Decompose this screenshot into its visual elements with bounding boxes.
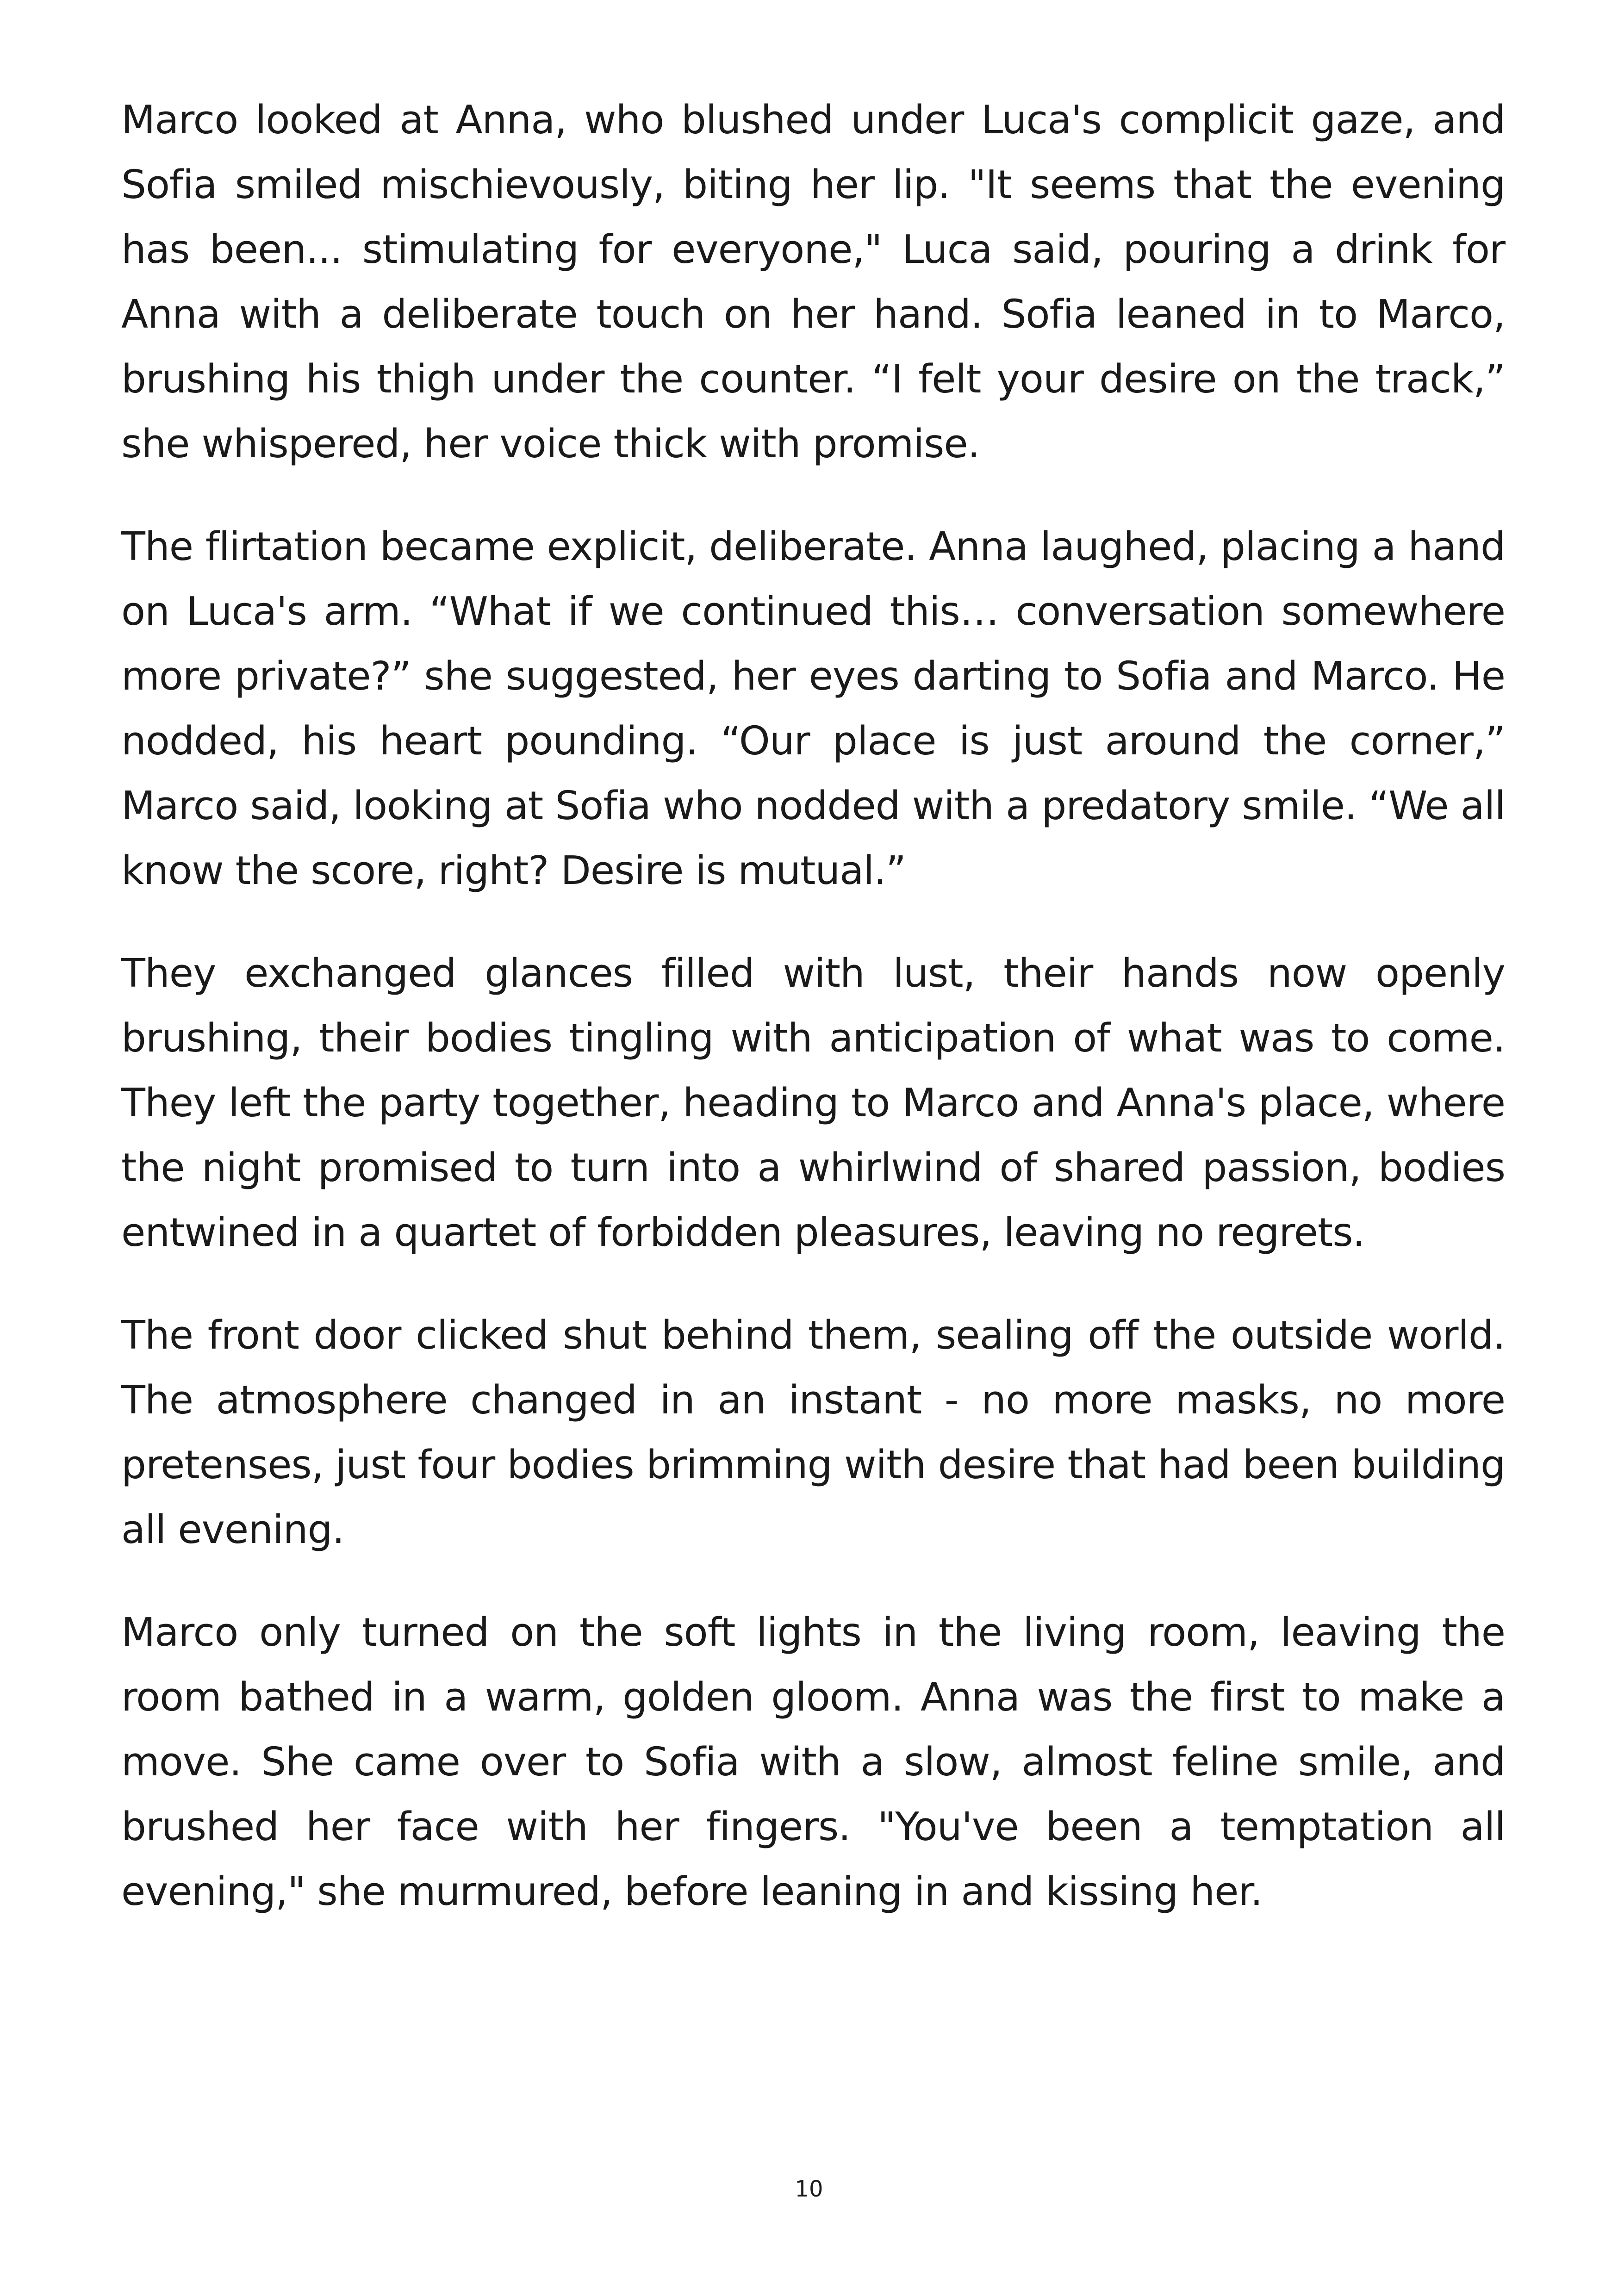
paragraph-2: The flirtation became explicit, deliberate. Anna laughed, placing a hand on Luca's arm. “What if we continued this… conversation somewhere more private?” she suggested, her eyes darting to Sofia and Marco. He nodded, his heart pounding. “Our place is just around the corner,” Marco said, looking at Sofia who nodded with a predatory smile. “We all know the score, right? Desire is mutual.”: [121, 524, 1505, 894]
paragraph-1: Marco looked at Anna, who blushed under Luca's complicit gaze, and Sofia smiled mischievously, biting her lip. "It seems that the evening has been... stimulating for everyone," Luca said, pouring a drink for Anna with a deliberate touch on her hand. Sofia leaned in to Marco, brushing his thigh under the counter. “I felt your desire on the track,” she whispered, her voice thick with promise.: [121, 97, 1505, 467]
paragraph-4: The front door clicked shut behind them, sealing off the outside world. The atmosphere changed in an instant - no more masks, no more pretenses, just four bodies brimming with desire that had been building all evening.: [121, 1313, 1505, 1553]
page-number: 10: [795, 2176, 823, 2202]
paragraph-3: They exchanged glances filled with lust, their hands now openly brushing, their bodies tingling with anticipation of what was to come. They left the party together, heading to Marco and Anna's place, where the night promised to turn into a whirlwind of shared passion, bodies entwined in a quartet of forbidden pleasures, leaving no regrets.: [121, 951, 1505, 1256]
paragraph-5: Marco only turned on the soft lights in the living room, leaving the room bathed in a warm, golden gloom. Anna was the first to make a move. She came over to Sofia with a slow, almost feline smile, and brushed her face with her fingers. "You've been a temptation all evening," she murmured, before leaning in and kissing her.: [121, 1610, 1505, 1915]
body-text: [121, 88, 1505, 1962]
